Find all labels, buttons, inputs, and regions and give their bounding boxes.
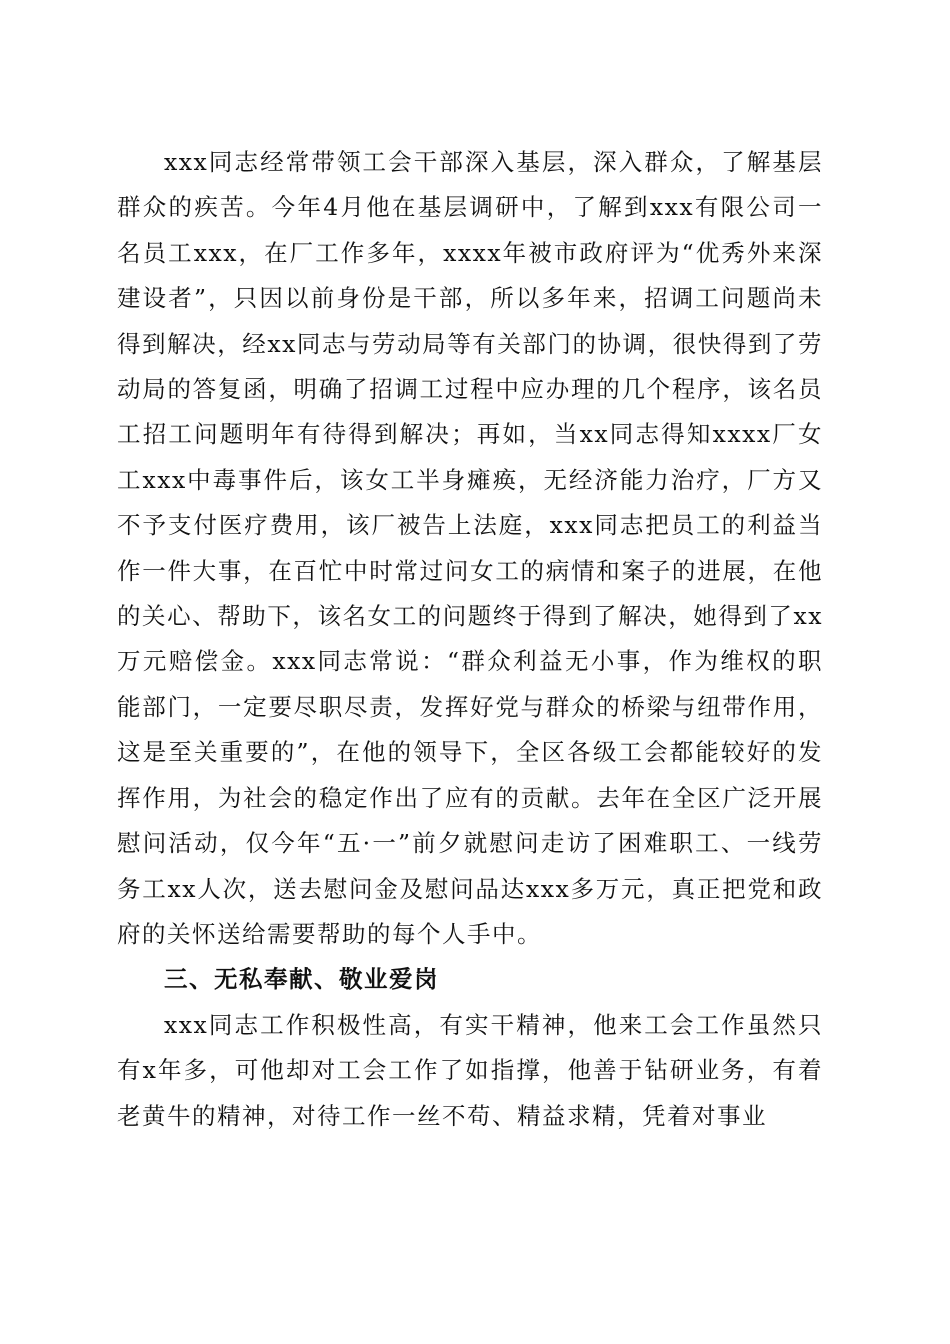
body-paragraph-2: xxx同志工作积极性高，有实干精神，他来工会工作虽然只有x年多，可他却对工会工作了如指撑，他善于钻研业务，有着老黄牛的精神，对待工作一丝不苟、精益求精，凭着对事业	[117, 1010, 823, 1130]
body-paragraph-1: xxx同志经常带领工会干部深入基层，深入群众，了解基层群众的疾苦。今年4月他在基层调研中，了解到xxx有限公司一名员工xxx，在厂工作多年，xxxx年被市政府评为“优秀外来深建设者”，只因以前身份是干部，所以多年来，招调工问题尚未得到解决，经xx同志与劳动局等有关部门的协调，很快得到了劳动局的答复函，明确了招调工过程中应办理的几个程序，该名员工招工问题明年有待得到解决；再如，当xx同志得知xxxx厂女工xxx中毒事件后，该女工半身瘫痪，无经济能力治疗，厂方又不予支付医疗费用，该厂被告上法庭，xxx同志把员工的利益当作一件大事，在百忙中时常过问女工的病情和案子的进展，在他的关心、帮助下，该名女工的问题终于得到了解决，她得到了xx万元赔偿金。xxx同志常说：“群众利益无小事，作为维权的职能部门，一定要尽职尽责，发挥好党与群众的桥梁与纽带作用，这是至关重要的”，在他的领导下，全区各级工会都能较好的发挥作用，为社会的稳定作出了应有的贡献。去年在全区广泛开展慰问活动，仅今年“五·一”前夕就慰问走访了困难职工、一线劳务工xx人次，送去慰问金及慰问品达xxx多万元，真正把党和政府的关怀送给需要帮助的每个人手中。	[117, 148, 823, 948]
section-heading: 三、无私奉献、敬业爱岗	[164, 965, 439, 994]
document-body	[117, 140, 823, 1139]
